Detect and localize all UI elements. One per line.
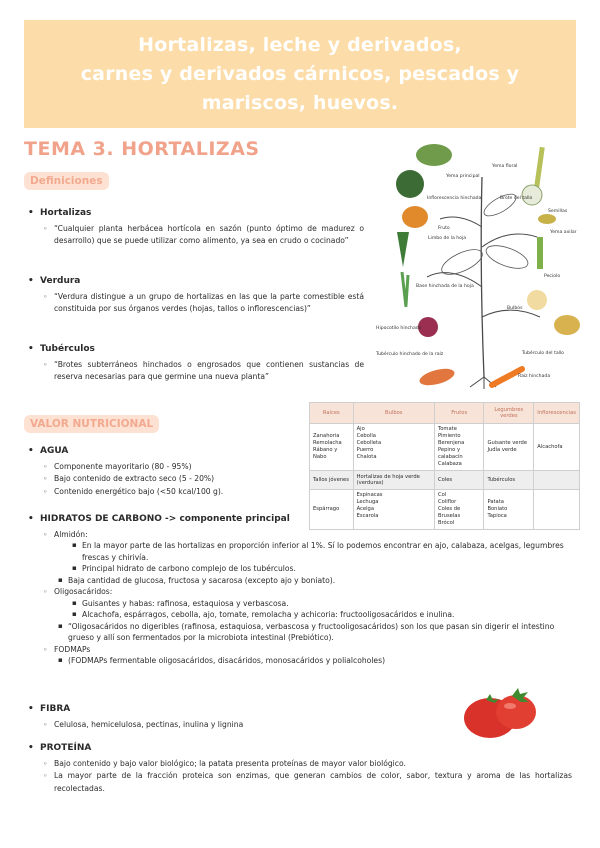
- fibra-item: ◦ Celulosa, hemicelulosa, pectinas, inulina y lignina: [24, 719, 424, 732]
- svg-text:Base hinchada de la hoja: Base hinchada de la hoja: [416, 284, 474, 289]
- section-title: TEMA 3. HORTALIZAS: [24, 138, 260, 160]
- th-bulbos: Bulbos: [353, 403, 434, 424]
- hortalizas-table: [309, 402, 580, 530]
- oligo-label: ◦ Oligosacáridos:: [24, 586, 572, 598]
- table-cell: Patata Boniato Tapioca: [484, 490, 534, 530]
- svg-text:Yema principal: Yema principal: [446, 174, 480, 179]
- svg-text:Peciolo: Peciolo: [544, 274, 561, 279]
- table-cell: Alcachofa: [534, 424, 580, 471]
- onion-icon: [527, 290, 547, 310]
- definiciones-list: [24, 207, 364, 248]
- svg-text:Tubérculo del tallo: Tubérculo del tallo: [522, 351, 564, 356]
- proteina-item: ◦ Bajo contenido y bajo valor biológico; la patata presenta proteínas de mayor valor biológico.: [24, 758, 572, 771]
- svg-text:Bulbos: Bulbos: [507, 306, 523, 311]
- table-cell: Guisante verde Judía verde: [484, 424, 534, 471]
- title-line-3: mariscos, huevos.: [201, 91, 399, 114]
- almidon-label: ◦ Almidón:: [24, 529, 572, 541]
- svg-text:Inflorescencia hinchada: Inflorescencia hinchada: [427, 196, 482, 201]
- fibra-section: [24, 703, 424, 731]
- proteina-title: • PROTEÍNA: [24, 742, 572, 755]
- th-hortalizas-hoja: Hortalizas de hoja verde (verduras): [353, 471, 434, 490]
- th-frutos: Frutos: [434, 403, 483, 424]
- th-legumbres: Legumbres verdes: [484, 403, 534, 424]
- svg-text:Fruto: Fruto: [438, 226, 450, 231]
- asparagus-icon: [534, 147, 545, 187]
- agua-item: ◦ Contenido energético bajo (<50 kcal/100 g).: [24, 486, 304, 499]
- plant-illustration: [372, 137, 586, 392]
- potato-icon: [554, 315, 580, 335]
- def-hortalizas: ◦ “Cualquier planta herbácea hortícola en sazón (punto óptimo de madurez o desarrollo) que se puede utilizar como alimento, ya sea en crudo o cocinado”: [24, 223, 364, 248]
- agua-section: [24, 445, 304, 498]
- svg-text:Hipocotilo hinchado: Hipocotilo hinchado: [376, 326, 422, 331]
- def-tuberculos: ◦ “Brotes subterráneos hinchados o engrosados que contienen sustancias de reserva necesarias para que germine una nueva planta”: [24, 359, 364, 384]
- term-tuberculos: • Tubérculos: [24, 343, 364, 356]
- definiciones-list-2: [24, 275, 364, 316]
- oligo-item: ▪ Guisantes y habas: rafinosa, estaquiosa y verbascosa.: [24, 598, 572, 610]
- sweet-potato-icon: [418, 366, 456, 389]
- azucares-item: ▪ Baja cantidad de glucosa, fructosa y sacarosa (excepto ajo y boniato).: [24, 575, 572, 587]
- svg-text:Yema axilar: Yema axilar: [550, 230, 577, 235]
- table-cell: Ajo Cebolla Cebolleta Puerro Chalota: [353, 424, 434, 471]
- proteina-section: [24, 742, 572, 795]
- tomato-icon: [460, 680, 540, 742]
- def-verdura: ◦ “Verdura distingue a un grupo de hortalizas en las que la parte comestible está constituida por sus órganos verdes (hojas, tallos o inflorescencias)”: [24, 291, 364, 316]
- svg-text:Raíz hinchada: Raíz hinchada: [518, 374, 551, 379]
- svg-text:Limbo de la hoja: Limbo de la hoja: [428, 236, 467, 241]
- lettuce-icon: [416, 144, 452, 166]
- agua-item: ◦ Componente mayoritario (80 - 95%): [24, 461, 304, 474]
- valor-heading: VALOR NUTRICIONAL: [24, 415, 159, 433]
- agua-item: ◦ Bajo contenido de extracto seco (5 - 20%): [24, 473, 304, 486]
- title-banner: [24, 20, 576, 128]
- svg-text:Yema floral: Yema floral: [492, 164, 518, 169]
- th-raices: Raíces: [310, 403, 354, 424]
- fibra-title: • FIBRA: [24, 703, 424, 716]
- almidon-item: ▪ En la mayor parte de las hortalizas en proporción inferior al 1%. Sí lo podemos encontrar en ajo, calabaza, acelgas, legumbres frescas y chirivía.: [24, 540, 572, 563]
- th-tuberculos: Tubérculos: [484, 471, 534, 490]
- definiciones-heading: Definiciones: [24, 172, 109, 190]
- term-verdura: • Verdura: [24, 275, 364, 288]
- proteina-item: ◦ La mayor parte de la fracción proteica son enzimas, que generan cambios de color, sabor, textura y aroma de las hortalizas recolectadas.: [24, 770, 572, 795]
- table-cell: Zanahoria Remolacha Rábano y Nabo: [310, 424, 354, 471]
- fodmaps-label: ◦ FODMAPs: [24, 644, 572, 656]
- cabbage-icon: [522, 185, 542, 205]
- oligo-item: ▪ “Oligosacáridos no digeribles (rafinosa, estaquiosa, verbascosa y fructooligosacáridos) son los que pasan sin digerir el intestino grueso y allí son fermentados por la microbiota intestinal (Prebiótico).: [24, 621, 572, 644]
- broccoli-icon: [396, 170, 424, 198]
- th-coles: Coles: [434, 471, 483, 490]
- definiciones-list-3: [24, 343, 364, 384]
- th-empty: [534, 471, 580, 490]
- spinach-icon: [397, 232, 409, 267]
- leek-icon: [402, 272, 408, 307]
- table-cell: Col Coliflor Coles de Bruselas Brócol: [434, 490, 483, 530]
- table-cell: Espárrago: [310, 490, 354, 530]
- celery-icon: [537, 237, 543, 269]
- page-title: [81, 31, 520, 118]
- term-hortalizas: • Hortalizas: [24, 207, 364, 220]
- th-inflorescencias: Inflorescencias: [534, 403, 580, 424]
- hidratos-title: • HIDRATOS DE CARBONO -> componente principal: [24, 513, 572, 526]
- svg-text:Brote del tallo: Brote del tallo: [500, 196, 533, 201]
- pumpkin-icon: [402, 206, 428, 228]
- svg-text:Semillas: Semillas: [548, 209, 568, 214]
- hidratos-section: [24, 513, 572, 667]
- seeds-icon: [538, 214, 556, 224]
- table-cell: Espinacas Lechuga Acelga Escarola: [353, 490, 434, 530]
- agua-title: • AGUA: [24, 445, 304, 458]
- title-line-2: carnes y derivados cárnicos, pescados y: [80, 62, 520, 85]
- th-tallos: Tallos jóvenes: [310, 471, 354, 490]
- title-line-1: Hortalizas, leche y derivados,: [138, 33, 462, 56]
- table-cell: Tomate Pimiento Berenjena Pepino y calabacín Calabaza: [434, 424, 483, 471]
- fodmaps-item: ▪ (FODMAPs fermentable oligosacáridos, disacáridos, monosacáridos y polialcoholes): [24, 655, 572, 667]
- almidon-item: ▪ Principal hidrato de carbono complejo de los tubérculos.: [24, 563, 572, 575]
- svg-text:Tubérculo hinchado de la raíz: Tubérculo hinchado de la raíz: [376, 352, 444, 357]
- oligo-item: ▪ Alcachofa, espárragos, cebolla, ajo, tomate, remolacha y achicoria: fructooligosacáridos e inulina.: [24, 609, 572, 621]
